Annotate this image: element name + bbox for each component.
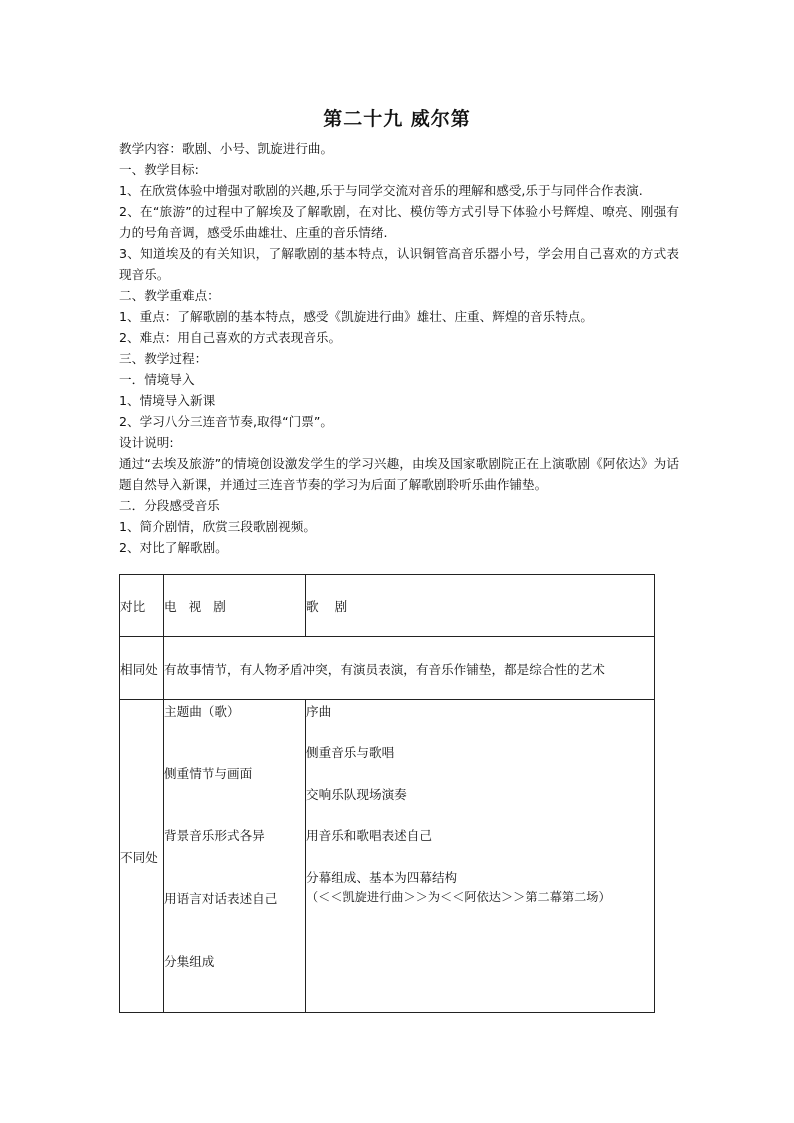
header-tv: 电 视 剧 [164, 575, 306, 637]
section-objectives-heading: 一、教学目标: [119, 162, 199, 177]
step-2-item-1: 1、简介剧情，欣赏三段歌剧视频。 [119, 519, 316, 534]
table-row [120, 700, 655, 1013]
section-process-heading: 三、教学过程： [119, 351, 208, 366]
opera-item: 序曲 [306, 704, 332, 719]
tv-item: 背景音乐形式各异 [164, 828, 265, 843]
tv-item: 侧重情节与画面 [164, 766, 253, 781]
diff-tv-cell [164, 700, 306, 1013]
tv-item: 分集组成 [164, 954, 215, 969]
diff-opera-cell [306, 700, 655, 1013]
step-1-item-2: 2、学习八分三连音节奏,取得“门票”。 [119, 414, 333, 429]
tv-item: 主题曲（歌） [164, 704, 240, 719]
keypoint-2: 2、难点：用自己喜欢的方式表现音乐。 [119, 330, 342, 345]
same-label: 相同处 [120, 637, 164, 700]
opera-item: （＜＜凯旋进行曲＞＞为＜＜阿依达＞＞第二幕第二场） [306, 890, 611, 904]
document-body [119, 138, 679, 558]
design-note-text: 通过“去埃及旅游”的情境创设激发学生的学习兴趣，由埃及国家歌剧院正在上演歌剧《阿依达》为话题自然导入新课，并通过三连音节奏的学习为后面了解歌剧聆听乐曲作铺垫。 [119, 456, 679, 492]
opera-item: 分幕组成、基本为四幕结构 [306, 870, 458, 885]
objective-3: 3、知道埃及的有关知识，了解歌剧的基本特点，认识铜管高音乐器小号，学会用自己喜欢的方式表现音乐。 [119, 246, 679, 282]
step-1-item-1: 1、情境导入新课 [119, 393, 216, 408]
opera-item: 侧重音乐与歌唱 [306, 745, 395, 760]
comparison-table [119, 574, 655, 1013]
teaching-content: 教学内容：歌剧、小号、凯旋进行曲。 [119, 141, 334, 156]
keypoint-1: 1、重点：了解歌剧的基本特点，感受《凯旋进行曲》雄壮、庄重、辉煌的音乐特点。 [119, 309, 593, 324]
diff-label: 不同处 [120, 700, 164, 1013]
table-row [120, 575, 655, 637]
section-keypoints-heading: 二、教学重难点： [119, 288, 220, 303]
design-note-heading: 设计说明: [119, 435, 174, 450]
tv-item: 用语言对话表述自己 [164, 891, 278, 906]
objective-1: 1、在欣赏体验中增强对歌剧的兴趣,乐于与同学交流对音乐的理解和感受,乐于与同伴合作表演. [119, 183, 643, 198]
step-2-heading: 二．分段感受音乐 [119, 498, 220, 513]
document-title: 第二十九 威尔第 [323, 108, 471, 130]
header-compare: 对比 [120, 575, 164, 637]
header-opera: 歌 剧 [306, 575, 655, 637]
objective-2: 2、在“旅游”的过程中了解埃及了解歌剧，在对比、模仿等方式引导下体验小号辉煌、嘹亮、刚强有力的号角音调，感受乐曲雄壮、庄重的音乐情绪. [119, 204, 679, 240]
step-2-item-2: 2、对比了解歌剧。 [119, 540, 228, 555]
table-row [120, 637, 655, 700]
opera-item: 用音乐和歌唱表述自己 [306, 828, 432, 843]
opera-item: 交响乐队现场演奏 [306, 787, 407, 802]
same-text: 有故事情节，有人物矛盾冲突，有演员表演，有音乐作铺垫，都是综合性的艺术 [164, 637, 655, 700]
step-1-heading: 一．情境导入 [119, 372, 195, 387]
